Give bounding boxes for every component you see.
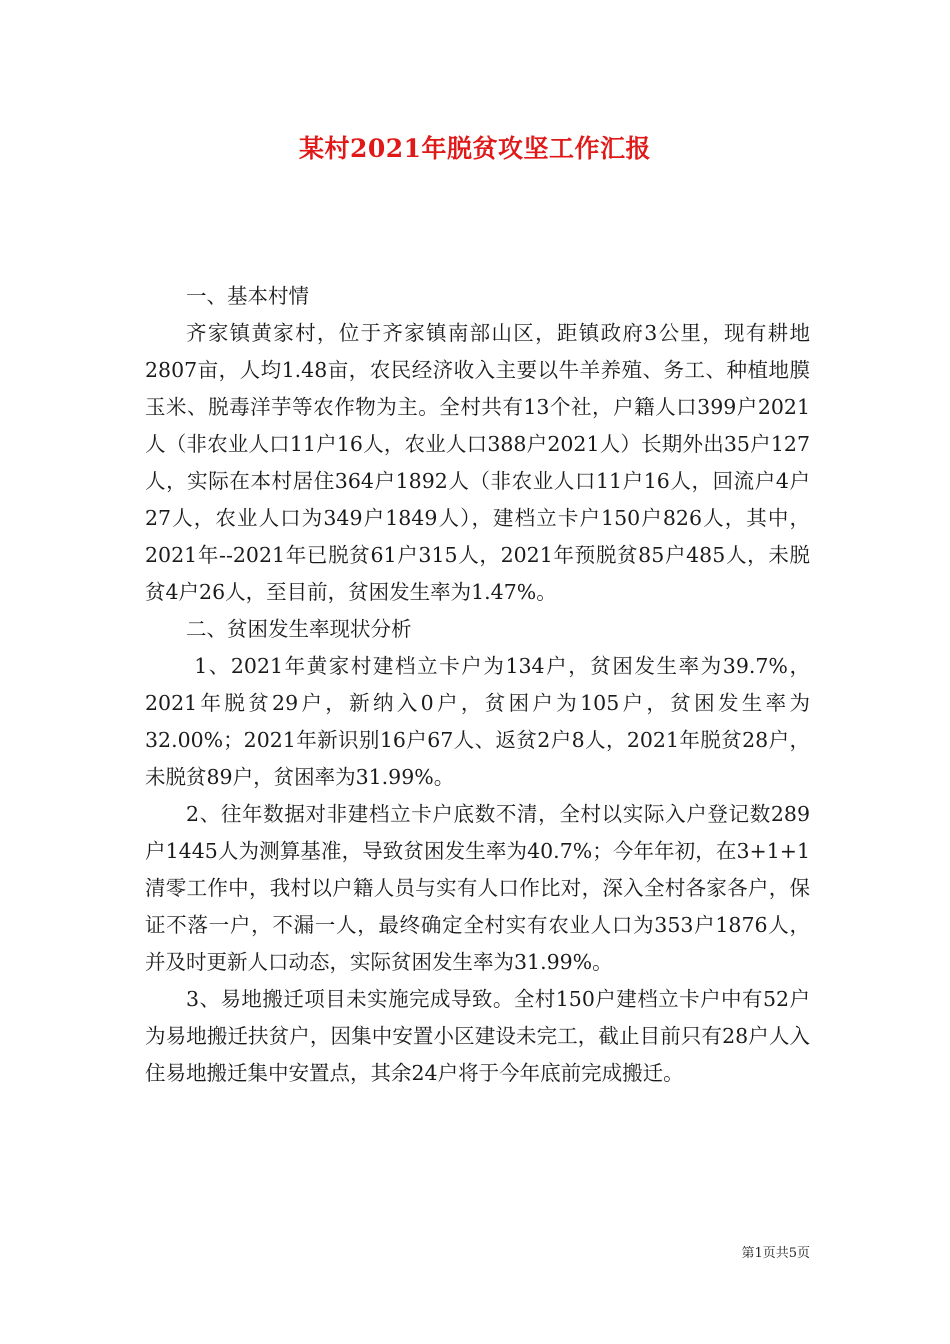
document-body	[145, 278, 810, 1092]
page-number: 第1页共5页	[741, 1246, 810, 1261]
paragraph-village-overview: 齐家镇黄家村，位于齐家镇南部山区，距镇政府3公里，现有耕地2807亩，人均1.48亩，农民经济收入主要以牛羊养殖、务工、种植地膜玉米、脱毒洋芋等农作物为主。全村共有13个社，户籍人口399户2021人（非农业人口11户16人，农业人口388户2021人）长期外出35户127人，实际在本村居住364户1892人（非农业人口11户16人，回流户4户27人，农业人口为349户1849人），建档立卡户150户826人，其中，2021年--2021年已脱贫61户315人，2021年预脱贫85户485人，未脱贫4户26人，至目前，贫困发生率为1.47%。	[145, 321, 810, 604]
paragraph-analysis-item-2: 2、往年数据对非建档立卡户底数不清，全村以实际入户登记数289户1445人为测算基准，导致贫困发生率为40.7%；今年年初，在3+1+1清零工作中，我村以户籍人员与实有人口作比对，深入全村各家各户，保证不落一户，不漏一人，最终确定全村实有农业人口为353户1876人，并及时更新人口动态，实际贫困发生率为31.99%。	[145, 802, 810, 974]
paragraph-analysis-item-3: 3、易地搬迁项目未实施完成导致。全村150户建档立卡户中有52户为易地搬迁扶贫户，因集中安置小区建设未完工，截止目前只有28户人入住易地搬迁集中安置点，其余24户将于今年底前完成搬迁。	[145, 987, 810, 1085]
paragraph-analysis-item-1: 1、2021年黄家村建档立卡户为134户，贫困发生率为39.7%，2021年脱贫29户，新纳入0户，贫困户为105户，贫困发生率为32.00%；2021年新识别16户67人、返贫2户8人，2021年脱贫28户，未脱贫89户，贫困率为31.99%。	[145, 654, 810, 789]
section-heading-basic-info: 一、基本村情	[186, 284, 309, 308]
section-heading-poverty-analysis: 二、贫困发生率现状分析	[186, 617, 412, 641]
document-title: 某村2021年脱贫攻坚工作汇报	[298, 134, 652, 163]
